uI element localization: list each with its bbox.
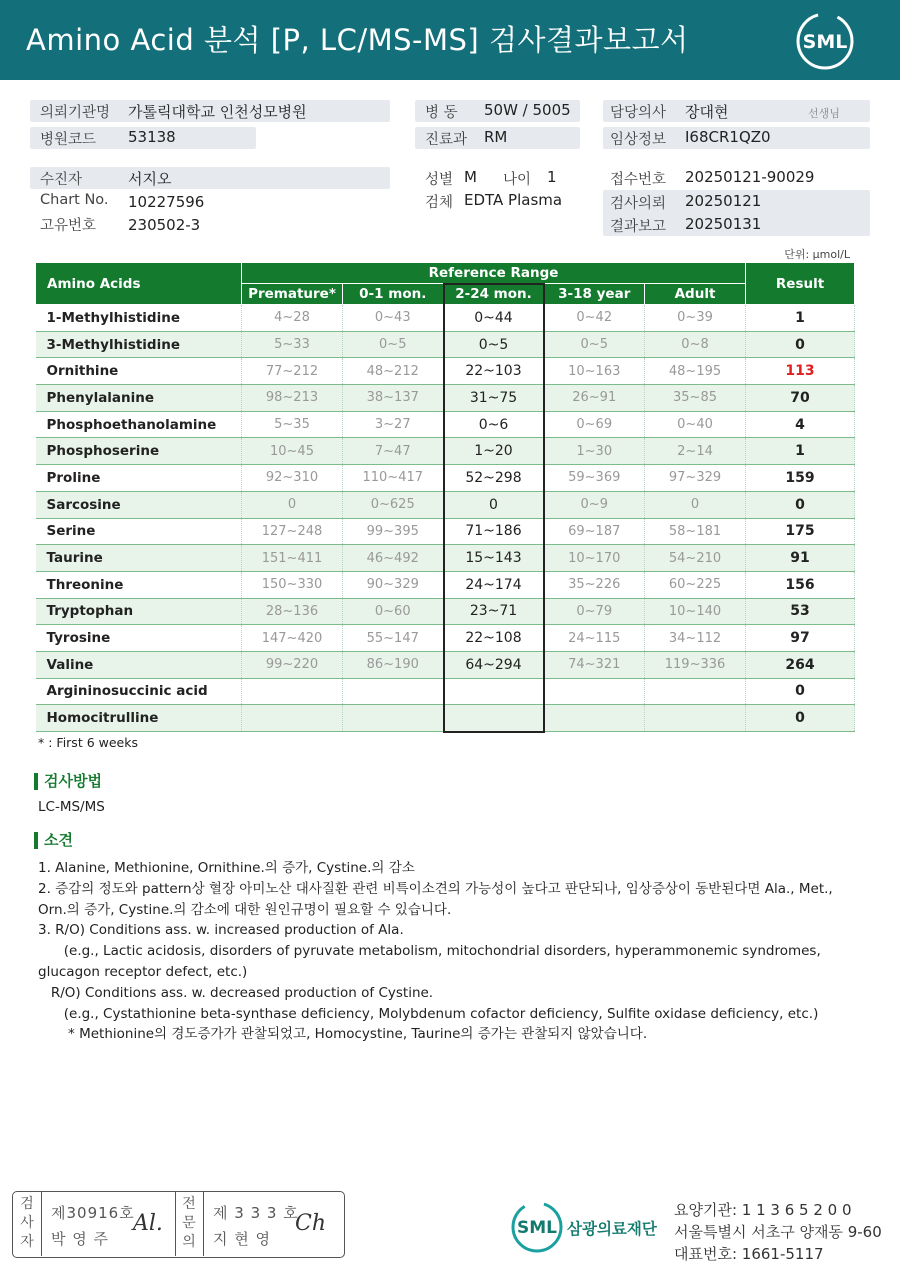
- patient-label: 수진자: [40, 172, 83, 188]
- reference-range-cell: 99~395: [343, 518, 444, 545]
- specialist-name: 지 현 영: [213, 1230, 272, 1248]
- reference-range-cell: [343, 705, 444, 732]
- reference-range-cell: 92~310: [242, 465, 343, 492]
- svg-text:Ch: Ch: [295, 1211, 327, 1236]
- tester-name: 박 영 주: [51, 1230, 110, 1248]
- table-row: [36, 411, 855, 438]
- reference-range-cell: 0~5: [343, 331, 444, 358]
- footer-address: 서울특별시 서초구 양재동 9-60: [674, 1223, 882, 1241]
- reference-range-cell: 48~212: [343, 358, 444, 385]
- amino-acid-name: 1-Methylhistidine: [36, 305, 242, 332]
- reference-range-cell: 0~79: [544, 598, 645, 625]
- result-cell: 0: [746, 331, 855, 358]
- request-label: 검사의뢰: [610, 196, 667, 212]
- result-cell: 1: [746, 438, 855, 465]
- col-result: Result: [746, 263, 855, 305]
- amino-acid-name: Argininosuccinic acid: [36, 678, 242, 705]
- reference-range-cell: 110~417: [343, 465, 444, 492]
- chart-label: Chart No.: [40, 192, 109, 208]
- reference-range-cell: 35~226: [544, 571, 645, 598]
- reference-range-cell: 127~248: [242, 518, 343, 545]
- col-0-1-mon: 0-1 mon.: [343, 284, 444, 305]
- reference-range-cell: 0~39: [645, 305, 746, 332]
- unit-label: 단위: μmol/L: [784, 248, 850, 261]
- reference-range-cell: 26~91: [544, 385, 645, 412]
- table-row: [36, 358, 855, 385]
- result-cell: 264: [746, 651, 855, 678]
- sml-logo-icon: [796, 12, 854, 70]
- svg-text:SML: SML: [802, 31, 848, 53]
- sign-divider: [41, 1192, 42, 1256]
- amino-acid-name: Phenylalanine: [36, 385, 242, 412]
- reference-range-cell: 34~112: [645, 625, 746, 652]
- table-row: [36, 438, 855, 465]
- table-row: [36, 491, 855, 518]
- reference-range-cell: [242, 678, 343, 705]
- amino-table-body: [36, 305, 855, 732]
- doctor-suffix: 선생님: [808, 107, 840, 120]
- col-reference-range: Reference Range: [242, 263, 746, 284]
- reference-range-cell: 15~143: [444, 545, 544, 572]
- reference-range-cell: 5~35: [242, 411, 343, 438]
- reference-range-cell: 48~195: [645, 358, 746, 385]
- clinical-value: I68CR1QZ0: [685, 128, 771, 146]
- col-3-18-year: 3-18 year: [544, 284, 645, 305]
- reference-range-cell: 3~27: [343, 411, 444, 438]
- specialist-label: 전 문 의: [182, 1196, 196, 1250]
- reference-range-cell: 0~5: [544, 331, 645, 358]
- amino-acid-table: [35, 262, 855, 733]
- reference-range-cell: 0: [645, 491, 746, 518]
- reference-range-cell: 0~8: [645, 331, 746, 358]
- receipt-value: 20250121-90029: [685, 168, 815, 186]
- table-row: [36, 651, 855, 678]
- reference-range-cell: 10~140: [645, 598, 746, 625]
- reference-range-cell: [544, 705, 645, 732]
- specialist-signature-icon: [293, 1204, 343, 1240]
- institution-label: 의뢰기관명: [40, 105, 111, 121]
- footnote: * : First 6 weeks: [38, 735, 138, 750]
- reference-range-cell: 0: [444, 491, 544, 518]
- reference-range-cell: [444, 705, 544, 732]
- specialist-number: 제 3 3 3 호: [213, 1204, 299, 1222]
- result-cell: 175: [746, 518, 855, 545]
- reference-range-cell: 151~411: [242, 545, 343, 572]
- amino-acid-name: Sarcosine: [36, 491, 242, 518]
- reference-range-cell: 55~147: [343, 625, 444, 652]
- reference-range-cell: [444, 678, 544, 705]
- hospital-code-label: 병원코드: [40, 132, 97, 148]
- report-date-label: 결과보고: [610, 219, 667, 235]
- tester-signature-icon: [131, 1204, 177, 1240]
- result-cell: 0: [746, 491, 855, 518]
- table-row: [36, 465, 855, 492]
- reference-range-cell: 147~420: [242, 625, 343, 652]
- dept-value: RM: [484, 128, 508, 146]
- amino-acid-name: Homocitrulline: [36, 705, 242, 732]
- reference-range-cell: 0~43: [343, 305, 444, 332]
- amino-acid-name: Phosphoserine: [36, 438, 242, 465]
- result-cell: 70: [746, 385, 855, 412]
- report-header: [0, 0, 900, 80]
- table-row: [36, 518, 855, 545]
- footer-sml-logo-icon: [510, 1200, 564, 1254]
- method-heading: 검사방법: [34, 773, 102, 790]
- reference-range-cell: 150~330: [242, 571, 343, 598]
- reference-range-cell: 31~75: [444, 385, 544, 412]
- col-premature: Premature*: [242, 284, 343, 305]
- reference-range-cell: 77~212: [242, 358, 343, 385]
- sign-divider: [175, 1192, 176, 1256]
- reference-range-cell: 22~103: [444, 358, 544, 385]
- dept-label: 진료과: [425, 132, 468, 148]
- svg-text:Al.: Al.: [133, 1211, 163, 1236]
- reference-range-cell: 90~329: [343, 571, 444, 598]
- result-cell: 97: [746, 625, 855, 652]
- reference-range-cell: 64~294: [444, 651, 544, 678]
- reference-range-cell: 0~44: [444, 305, 544, 332]
- col-2-24-mon: 2-24 mon.: [444, 284, 544, 305]
- doctor-label: 담당의사: [610, 105, 667, 121]
- amino-acid-name: Threonine: [36, 571, 242, 598]
- institution-value: 가톨릭대학교 인천성모병원: [128, 103, 307, 121]
- reference-range-cell: 35~85: [645, 385, 746, 412]
- reference-range-cell: 1~20: [444, 438, 544, 465]
- result-cell: 1: [746, 305, 855, 332]
- result-cell: 0: [746, 678, 855, 705]
- reference-range-cell: 99~220: [242, 651, 343, 678]
- reference-range-cell: 1~30: [544, 438, 645, 465]
- reference-range-cell: [544, 678, 645, 705]
- reference-range-cell: 24~115: [544, 625, 645, 652]
- reference-range-cell: 0: [242, 491, 343, 518]
- reference-range-cell: 119~336: [645, 651, 746, 678]
- reference-range-cell: 28~136: [242, 598, 343, 625]
- amino-acid-name: Proline: [36, 465, 242, 492]
- uid-label: 고유번호: [40, 218, 97, 234]
- findings-text: [38, 858, 838, 1045]
- reference-range-cell: 0~6: [444, 411, 544, 438]
- table-row: [36, 678, 855, 705]
- footer-phone: 대표번호: 1661-5117: [674, 1245, 824, 1263]
- request-value: 20250121: [685, 192, 762, 210]
- reference-range-cell: 4~28: [242, 305, 343, 332]
- reference-range-cell: 24~174: [444, 571, 544, 598]
- reference-range-cell: 10~163: [544, 358, 645, 385]
- table-row: [36, 331, 855, 358]
- sex-value: M: [464, 168, 477, 186]
- findings-line: 2. 증감의 정도와 pattern상 혈장 아미노산 대사질환 관련 비특이소견의 가능성이 높다고 판단되나, 임상증상이 동반된다면 Ala., Met.,: [38, 880, 833, 897]
- reference-range-cell: 7~47: [343, 438, 444, 465]
- findings-line: * Methionine의 경도증가가 관찰되었고, Homocystine, Taurine의 증가는 관찰되지 않았습니다.: [38, 1026, 648, 1043]
- receipt-label: 접수번호: [610, 172, 667, 188]
- findings-line: (e.g., Lactic acidosis, disorders of pyruvate metabolism, mitochondrial disorders, hyperammonemic syndromes,: [38, 943, 821, 960]
- reference-range-cell: 59~369: [544, 465, 645, 492]
- reference-range-cell: 0~625: [343, 491, 444, 518]
- age-label: 나이: [503, 172, 532, 188]
- col-amino-acids: Amino Acids: [36, 263, 242, 305]
- ward-label: 병 동: [425, 105, 458, 121]
- reference-range-cell: 10~45: [242, 438, 343, 465]
- sex-label: 성별: [425, 172, 454, 188]
- reference-range-cell: 0~42: [544, 305, 645, 332]
- amino-acid-name: Serine: [36, 518, 242, 545]
- findings-line: Orn.의 증가, Cystine.의 감소에 대한 원인규명이 필요할 수 있습니다.: [38, 901, 452, 918]
- specimen-label: 검체: [425, 195, 454, 211]
- result-cell: 0: [746, 705, 855, 732]
- reference-range-cell: 71~186: [444, 518, 544, 545]
- reference-range-cell: [645, 705, 746, 732]
- patient-row: [30, 167, 390, 189]
- findings-line: 1. Alanine, Methionine, Ornithine.의 증가, Cystine.의 감소: [38, 860, 415, 876]
- chart-value: 10227596: [128, 193, 205, 211]
- patient-value: 서지오: [128, 170, 172, 188]
- result-cell: 113: [746, 358, 855, 385]
- svg-text:SML: SML: [517, 1218, 557, 1238]
- reference-range-cell: 0~9: [544, 491, 645, 518]
- reference-range-cell: 0~69: [544, 411, 645, 438]
- reference-range-cell: 54~210: [645, 545, 746, 572]
- clinical-label: 임상정보: [610, 132, 667, 148]
- ward-value: 50W / 5005: [484, 101, 571, 119]
- tester-number: 제30916호: [51, 1204, 135, 1222]
- reference-range-cell: 58~181: [645, 518, 746, 545]
- reference-range-cell: [645, 678, 746, 705]
- findings-line: glucagon receptor defect, etc.): [38, 963, 248, 980]
- amino-acid-name: Taurine: [36, 545, 242, 572]
- reference-range-cell: 2~14: [645, 438, 746, 465]
- uid-value: 230502-3: [128, 216, 201, 234]
- reference-range-cell: 86~190: [343, 651, 444, 678]
- amino-acid-name: Phosphoethanolamine: [36, 411, 242, 438]
- reference-range-cell: 23~71: [444, 598, 544, 625]
- reference-range-cell: 98~213: [242, 385, 343, 412]
- reference-range-cell: 97~329: [645, 465, 746, 492]
- tester-label: 검 사 자: [20, 1196, 34, 1250]
- table-row: [36, 705, 855, 732]
- result-cell: 156: [746, 571, 855, 598]
- amino-acid-name: Valine: [36, 651, 242, 678]
- amino-acid-name: Tyrosine: [36, 625, 242, 652]
- reference-range-cell: 60~225: [645, 571, 746, 598]
- findings-line: (e.g., Cystathionine beta-synthase deficiency, Molybdenum cofactor deficiency, Sulfite oxidase deficiency, etc.): [38, 1005, 819, 1022]
- amino-acid-name: 3-Methylhistidine: [36, 331, 242, 358]
- result-cell: 159: [746, 465, 855, 492]
- reference-range-cell: 46~492: [343, 545, 444, 572]
- hospital-code-value: 53138: [128, 128, 176, 146]
- amino-acid-name: Ornithine: [36, 358, 242, 385]
- reference-range-cell: [343, 678, 444, 705]
- reference-range-cell: 22~108: [444, 625, 544, 652]
- table-row: [36, 545, 855, 572]
- amino-acid-name: Tryptophan: [36, 598, 242, 625]
- footer-org-name: 삼광의료재단: [567, 1220, 657, 1238]
- reference-range-cell: 38~137: [343, 385, 444, 412]
- table-row: [36, 571, 855, 598]
- table-row: [36, 305, 855, 332]
- result-cell: 91: [746, 545, 855, 572]
- reference-range-cell: 0~5: [444, 331, 544, 358]
- footer-code: 요양기관: 1 1 3 6 5 2 0 0: [674, 1201, 852, 1219]
- reference-range-cell: [242, 705, 343, 732]
- report-title: Amino Acid 분석 [P, LC/MS-MS] 검사결과보고서: [26, 23, 689, 57]
- reference-range-cell: 69~187: [544, 518, 645, 545]
- table-row: [36, 598, 855, 625]
- reference-range-cell: 52~298: [444, 465, 544, 492]
- reference-range-cell: 0~60: [343, 598, 444, 625]
- method-text: LC-MS/MS: [38, 799, 105, 815]
- table-row: [36, 625, 855, 652]
- col-adult: Adult: [645, 284, 746, 305]
- doctor-value: 장대현: [685, 103, 729, 121]
- result-cell: 53: [746, 598, 855, 625]
- age-value: 1: [547, 168, 557, 186]
- signature-box: [12, 1191, 345, 1258]
- result-cell: 4: [746, 411, 855, 438]
- sign-divider: [203, 1192, 204, 1256]
- findings-line: 3. R/O) Conditions ass. w. increased production of Ala.: [38, 922, 404, 939]
- reference-range-cell: 74~321: [544, 651, 645, 678]
- specimen-value: EDTA Plasma: [464, 191, 563, 209]
- reference-range-cell: 0~40: [645, 411, 746, 438]
- reference-range-cell: 10~170: [544, 545, 645, 572]
- reference-range-cell: 5~33: [242, 331, 343, 358]
- findings-line: R/O) Conditions ass. w. decreased production of Cystine.: [38, 984, 434, 1001]
- table-row: [36, 385, 855, 412]
- report-date-value: 20250131: [685, 215, 762, 233]
- findings-heading: 소견: [34, 832, 73, 849]
